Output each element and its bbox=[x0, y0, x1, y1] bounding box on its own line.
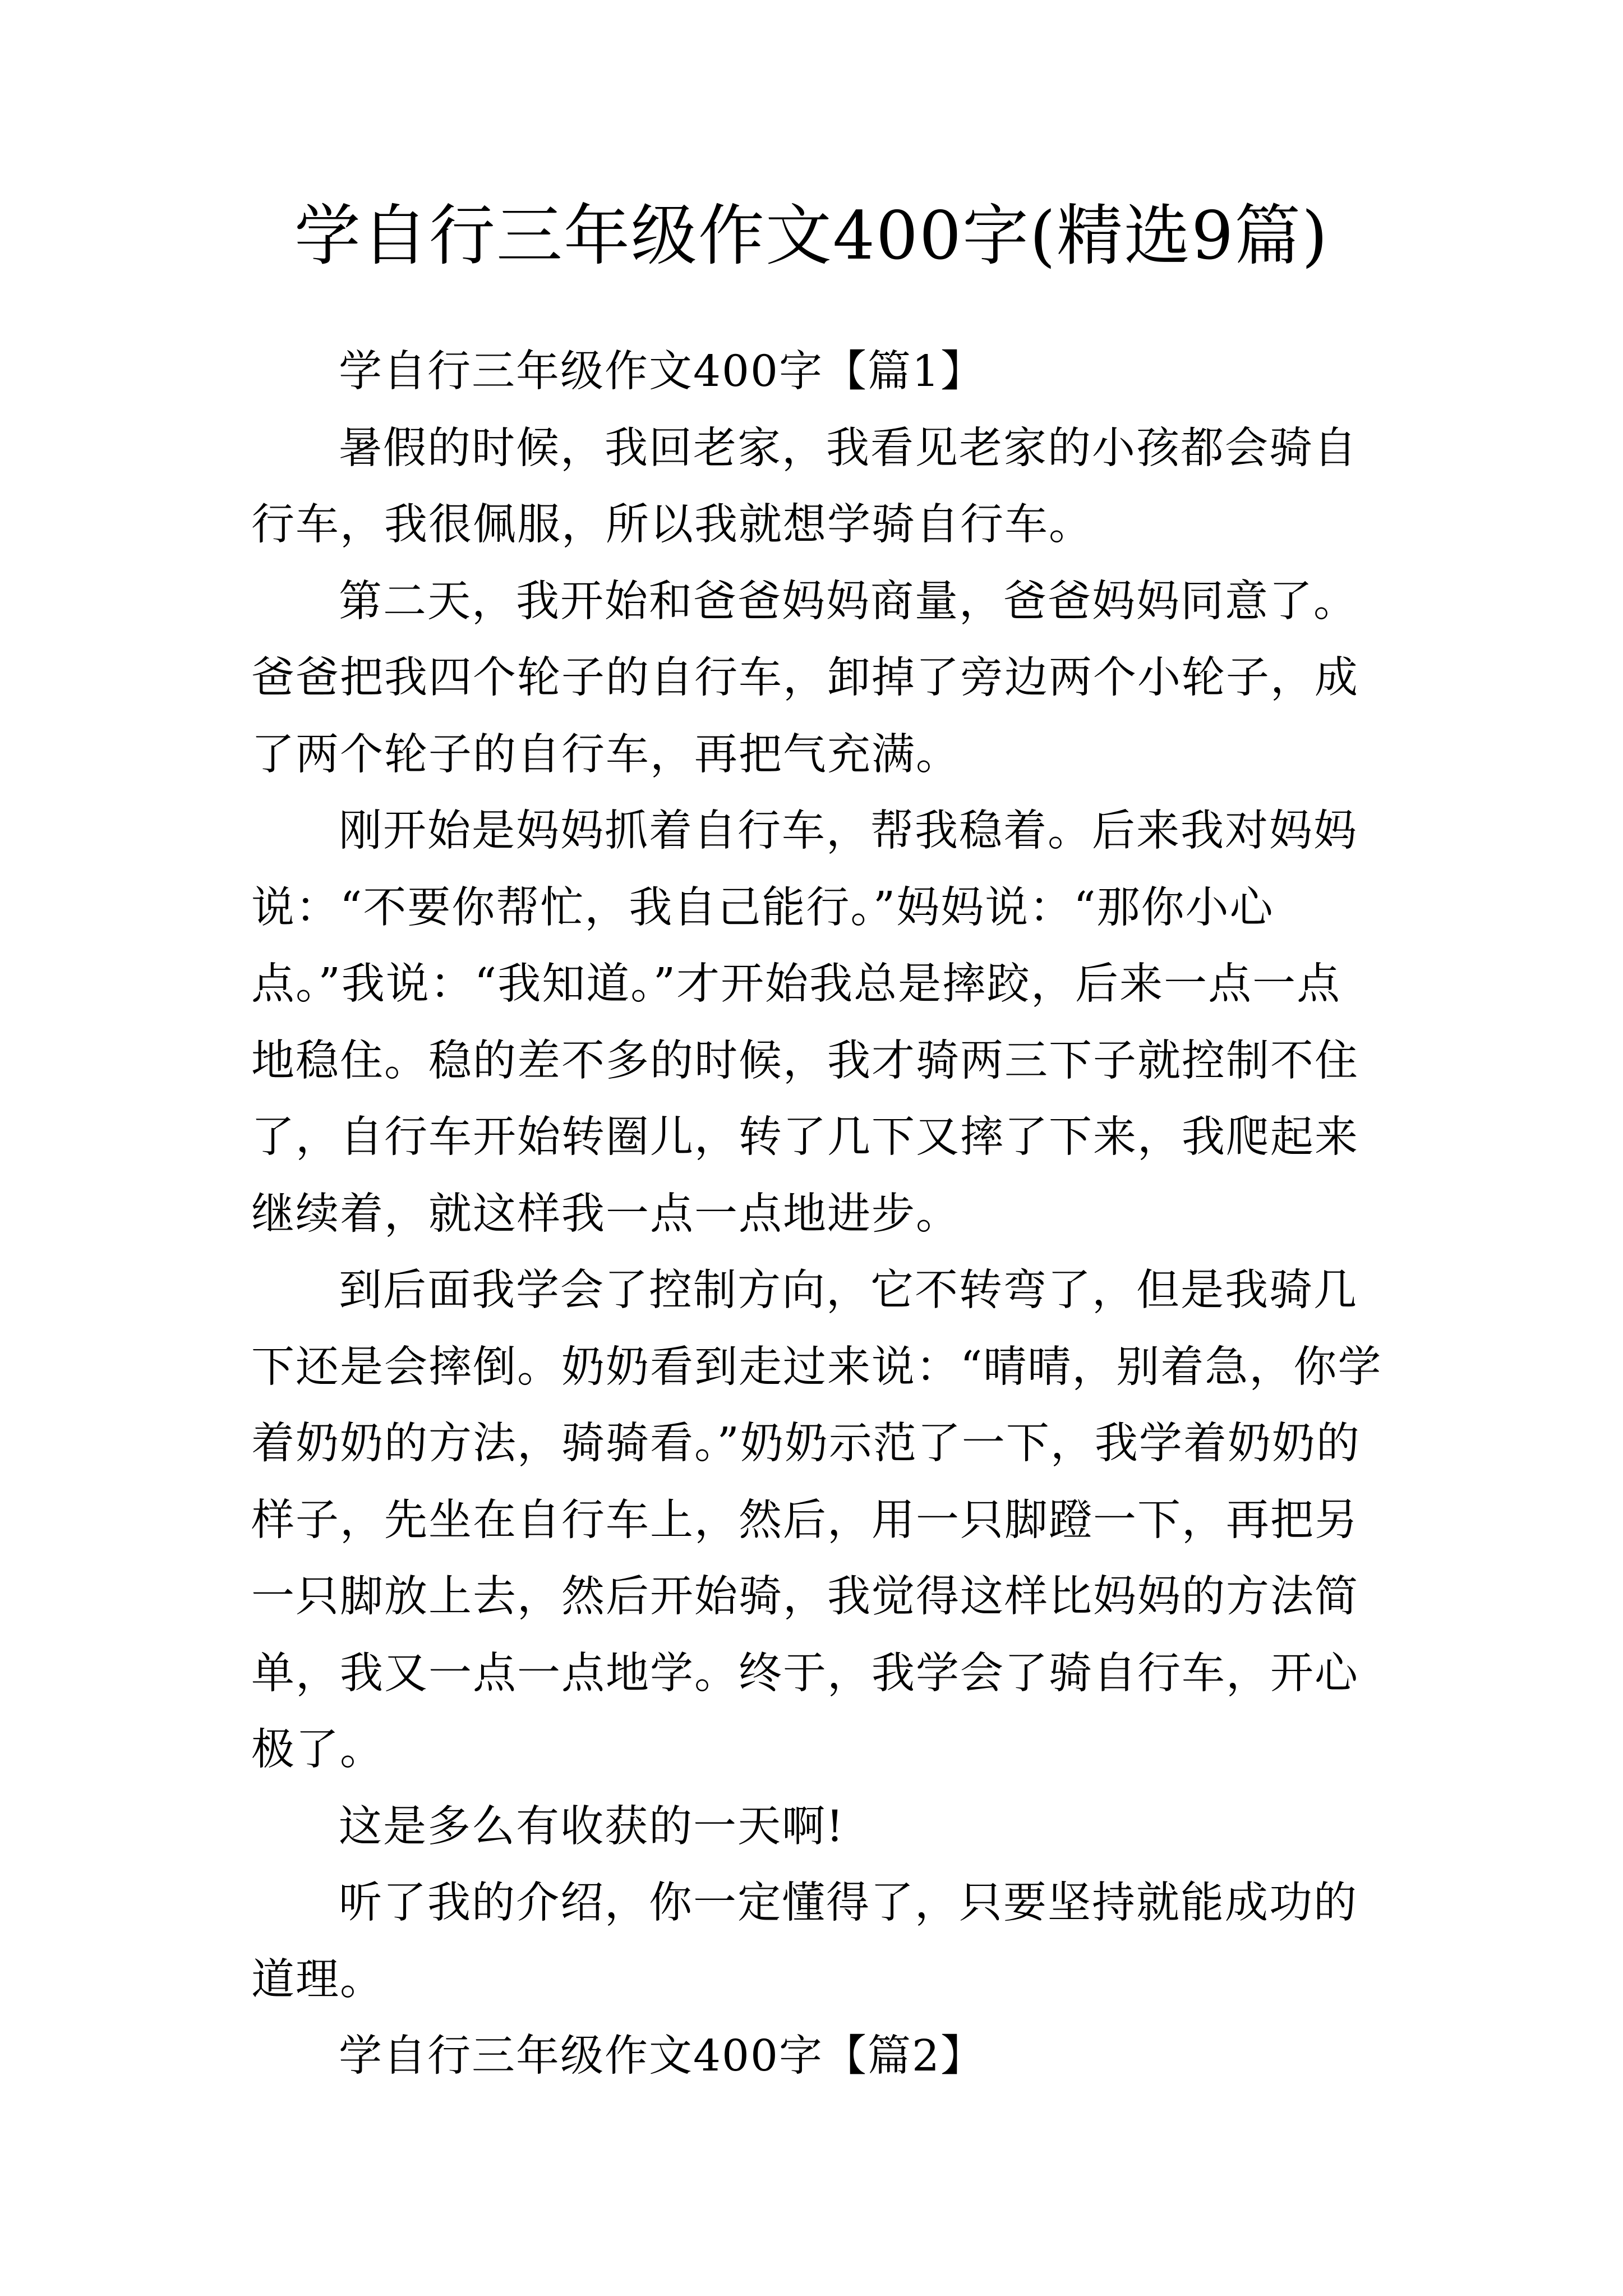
section-heading-1: 学自行三年级作文400字【篇1】 bbox=[339, 347, 985, 397]
document-title: 学自行三年级作文400字(精选9篇) bbox=[294, 197, 1329, 274]
paragraph: 到后面我学会了控制方向，它不转弯了，但是我骑几下还是会摔倒。奶奶看到走过来说：“晴晴，别着急，你学着奶奶的方法，骑骑看。”奶奶示范了一下，我学着奶奶的样子，先坐在自行车上，然后，用一只脚蹬一下，再把另一只脚放上去，然后开始骑，我觉得这样比妈妈的方法简单，我又一点一点地学。终于，我学会了骑自行车，开心极了。 bbox=[251, 1266, 1382, 1775]
paragraph: 听了我的介绍，你一定懂得了，只要坚持就能成功的道理。 bbox=[251, 1878, 1358, 2005]
section-heading-2: 学自行三年级作文400字【篇2】 bbox=[339, 2031, 985, 2081]
paragraph: 刚开始是妈妈抓着自行车，帮我稳着。后来我对妈妈说：“不要你帮忙，我自己能行。”妈妈说：“那你小心点。”我说：“我知道。”才开始我总是摔跤，后来一点一点地稳住。稳的差不多的时候，我才骑两三下子就控制不住了，自行车开始转圈儿，转了几下又摔了下来，我爬起来继续着，就这样我一点一点地进步。 bbox=[251, 806, 1359, 1239]
paragraph: 这是多么有收获的一天啊! bbox=[339, 1801, 845, 1852]
paragraph: 第二天，我开始和爸爸妈妈商量，爸爸妈妈同意了。爸爸把我四个轮子的自行车，卸掉了旁边两个小轮子，成了两个轮子的自行车，再把气充满。 bbox=[251, 576, 1359, 780]
document-body bbox=[251, 334, 1384, 2095]
paragraph: 暑假的时候，我回老家，我看见老家的小孩都会骑自行车，我很佩服，所以我就想学骑自行车。 bbox=[251, 423, 1358, 550]
